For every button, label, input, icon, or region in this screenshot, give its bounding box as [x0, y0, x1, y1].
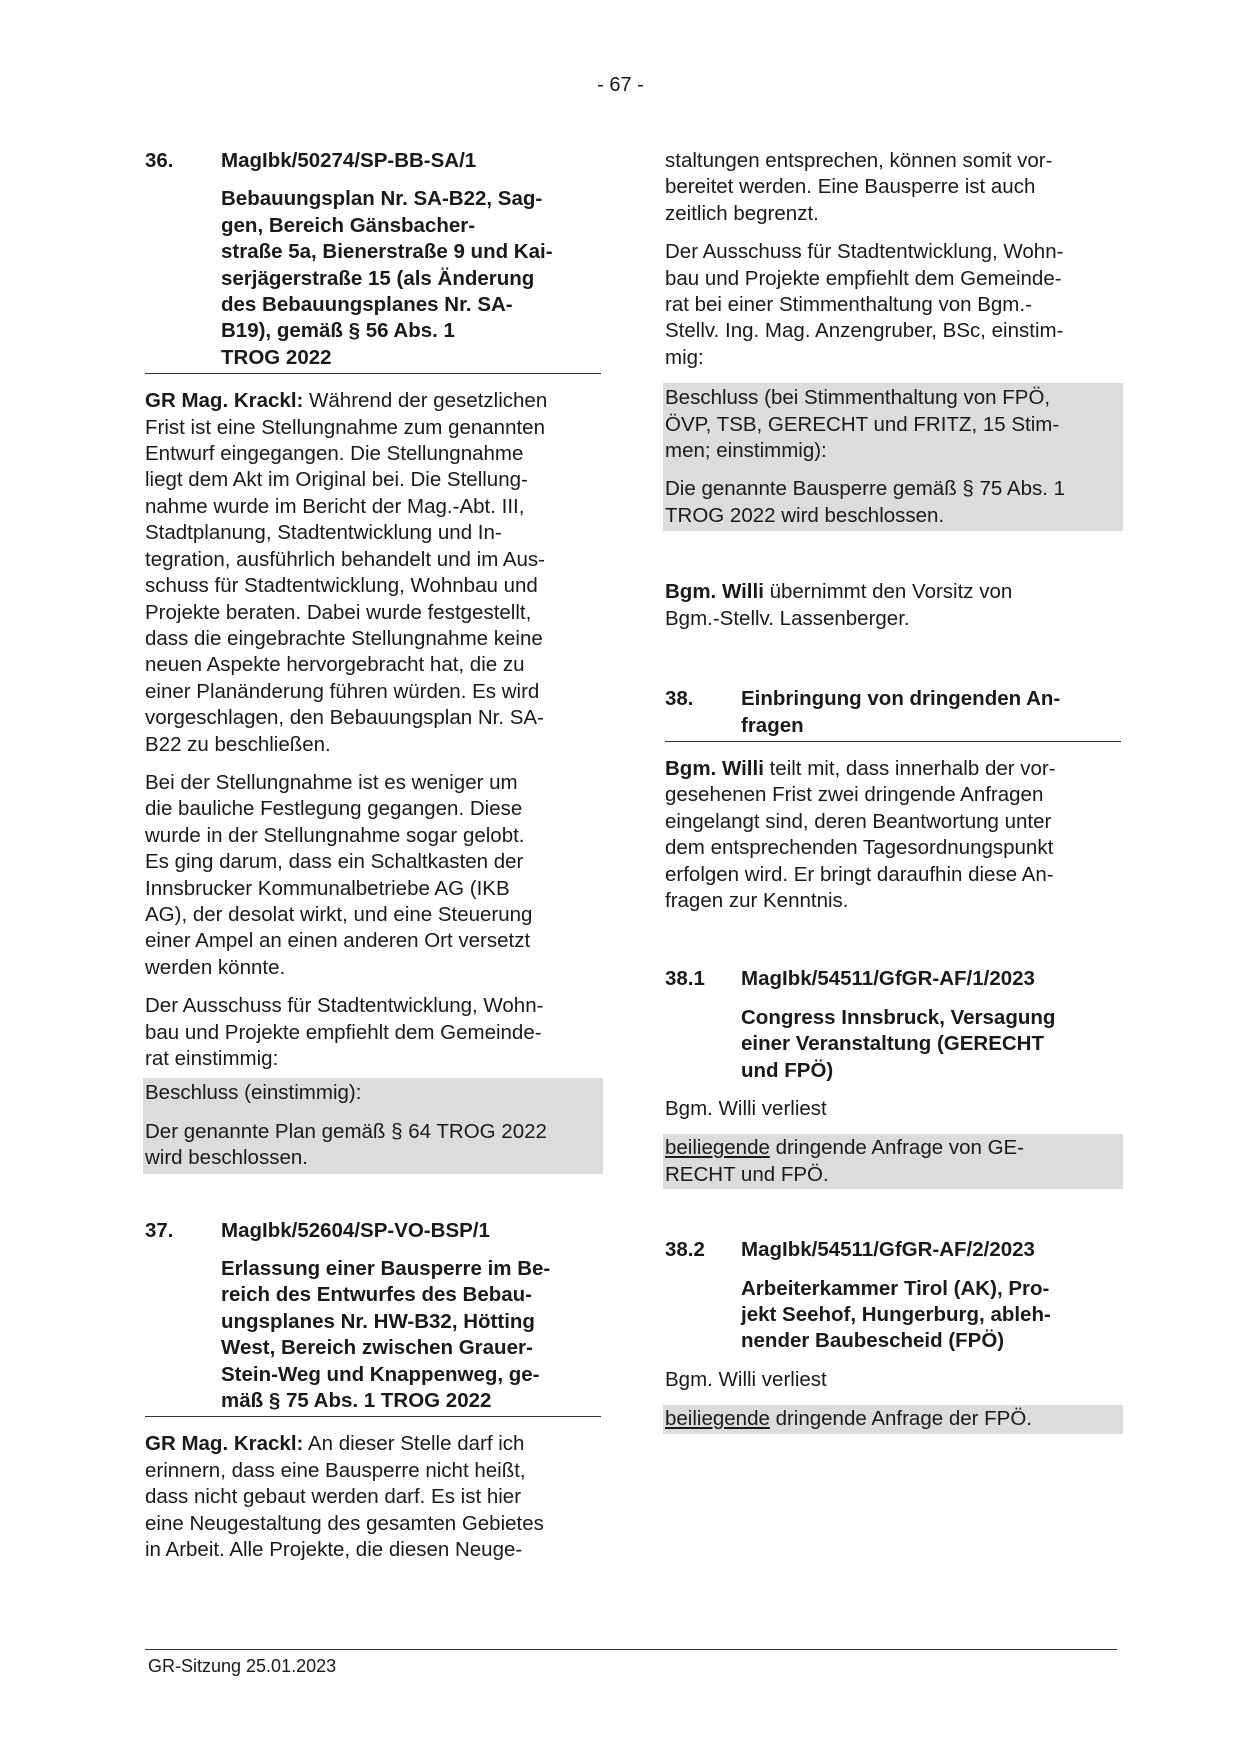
- item-title: Congress Innsbruck, Versagung einer Veranstaltung (GERECHT und FPÖ): [741, 1005, 1056, 1082]
- left-column: [145, 148, 601, 1564]
- speaker-name: Bgm. Willi: [665, 580, 764, 604]
- speaker-name: Bgm. Willi: [665, 756, 764, 780]
- chair-paragraph: Bgm. Willi übernimmt den Vorsitz von Bgm.-Stellv. Lassenberger.: [665, 580, 1013, 630]
- speech-paragraph: Bei der Stellungnahme ist es weniger um die bauliche Festlegung gegangen. Diese wurde in der Stellungnahme sogar gelobt. Es ging darum, dass ein Schaltkasten der Innsbrucker Kommunalbetriebe AG (IKB AG), der desolat wirkt, und eine Steuerung einer Ampel an einen anderen Ort versetzt werden könnte.: [145, 770, 533, 979]
- item-code: MagIbk/52604/SP-VO-BSP/1: [221, 1218, 490, 1242]
- item-title: Erlassung einer Bausperre im Be- reich des Entwurfes des Bebau- ungsplanes Nr. HW-B32, Hötting West, Bereich zwischen Grauer- Stein-Weg und Knappenweg, ge- mäß § 75 Abs. 1 TROG 2022: [221, 1257, 551, 1413]
- item-36-heading: [145, 148, 601, 374]
- item-38-2-heading: [665, 1237, 1121, 1355]
- attachment-link-text: beiliegende: [665, 1136, 770, 1160]
- right-column: [665, 148, 1121, 1434]
- item-37-heading: [145, 1218, 601, 1418]
- speaker-name: GR Mag. Krackl:: [145, 389, 304, 413]
- decision-label: Beschluss (bei Stimmenthaltung von FPÖ, ÖVP, TSB, GERECHT und FRITZ, 15 Stim- men; einstimmig):: [665, 386, 1060, 463]
- item-number: 37.: [145, 1218, 174, 1242]
- speech-paragraph: GR Mag. Krackl: An dieser Stelle darf ich erinnern, dass eine Bausperre nicht heißt, dass nicht gebaut werden darf. Es ist hier eine Neugestaltung des gesamten Gebietes in Arbeit. Alle Projekte, die diesen Neuge-: [145, 1432, 544, 1562]
- item-number: 38.2: [665, 1238, 705, 1262]
- attachment-box: beiliegende dringende Anfrage von GE- RECHT und FPÖ.: [663, 1134, 1123, 1189]
- item-code: MagIbk/50274/SP-BB-SA/1: [221, 149, 477, 172]
- item-title: Arbeiterkammer Tirol (AK), Pro- jekt Seehof, Hungerburg, ableh- nender Baubescheid (FPÖ): [741, 1276, 1051, 1353]
- speaker-name: GR Mag. Krackl:: [145, 1432, 304, 1456]
- attachment-box: beiliegende dringende Anfrage der FPÖ.: [663, 1405, 1123, 1433]
- committee-paragraph: Der Ausschuss für Stadtentwicklung, Wohn- bau und Projekte empfiehlt dem Gemeinde- rat bei einer Stimmenthaltung von Bgm.- Stellv. Ing. Mag. Anzengruber, BSc, einstim- mig:: [665, 240, 1064, 369]
- reads-line: Bgm. Willi verliest: [665, 1367, 827, 1391]
- item-38-1-heading: [665, 966, 1121, 1084]
- item-code: MagIbk/54511/GfGR-AF/1/2023: [741, 967, 1035, 991]
- speech-paragraph: Bgm. Willi teilt mit, dass innerhalb der vor- gesehenen Frist zwei dringende Anfragen eingelangt sind, deren Beantwortung unter dem entsprechenden Tagesordnungspunkt erfolgen wird. Er bringt daraufhin diese An- fragen zur Kenntnis.: [665, 756, 1056, 912]
- item-number: 36.: [145, 149, 174, 172]
- item-number: 38.1: [665, 967, 705, 991]
- speech-paragraph: GR Mag. Krackl: Während der gesetzlichen Frist ist eine Stellungnahme zum genannten Entwurf eingegangen. Die Stellungnahme liegt dem Akt im Original bei. Die Stellung- nahme wurde im Bericht der Mag.-Abt. III, Stadtplanung, Stadtentwicklung und In- tegration, ausführlich behandelt und im Aus- schuss für Stadtentwicklung, Wohnbau und Projekte beraten. Dabei wurde festgestellt, dass die eingebrachte Stellungnahme keine neuen Aspekte hervorgebracht hat, die zu einer Planänderung führen würden. Es wird vorgeschlagen, den Bebauungsplan Nr. SA- B22 zu beschließen.: [145, 389, 548, 756]
- item-code: MagIbk/54511/GfGR-AF/2/2023: [741, 1238, 1035, 1262]
- reads-line: Bgm. Willi verliest: [665, 1096, 827, 1120]
- footer-text: GR-Sitzung 25.01.2023: [148, 1656, 337, 1676]
- continued-paragraph: staltungen entsprechen, können somit vor- bereitet werden. Eine Bausperre ist auch zeitlich begrenzt.: [665, 149, 1053, 225]
- decision-box: Beschluss (einstimmig): Der genannte Plan gemäß § 64 TROG 2022 wird beschlossen.: [143, 1078, 603, 1173]
- committee-paragraph: Der Ausschuss für Stadtentwicklung, Wohn- bau und Projekte empfiehlt dem Gemeinde- rat einstimmig:: [145, 994, 544, 1070]
- item-38-heading: [665, 686, 1121, 742]
- item-number: 38.: [665, 687, 694, 711]
- attachment-link-text: beiliegende: [665, 1407, 770, 1431]
- footer-rule: [145, 1649, 1117, 1650]
- item-title: Einbringung von dringenden An- fragen: [741, 687, 1061, 737]
- item-title: Bebauungsplan Nr. SA-B22, Sag- gen, Bereich Gänsbacher- straße 5a, Bienerstraße 9 und Kai- serjägerstraße 15 (als Änderung des Bebauungsplanes Nr. SA- B19), gemäß § 56 Abs. 1 TROG 2022: [221, 187, 553, 369]
- decision-label: Beschluss (einstimmig):: [145, 1081, 362, 1105]
- page-number: - 67 -: [597, 74, 644, 96]
- decision-box: Beschluss (bei Stimmenthaltung von FPÖ, ÖVP, TSB, GERECHT und FRITZ, 15 Stim- men; einstimmig): Die genannte Bausperre gemäß § 75 Abs. 1 TROG 2022 wird beschlossen.: [663, 383, 1123, 531]
